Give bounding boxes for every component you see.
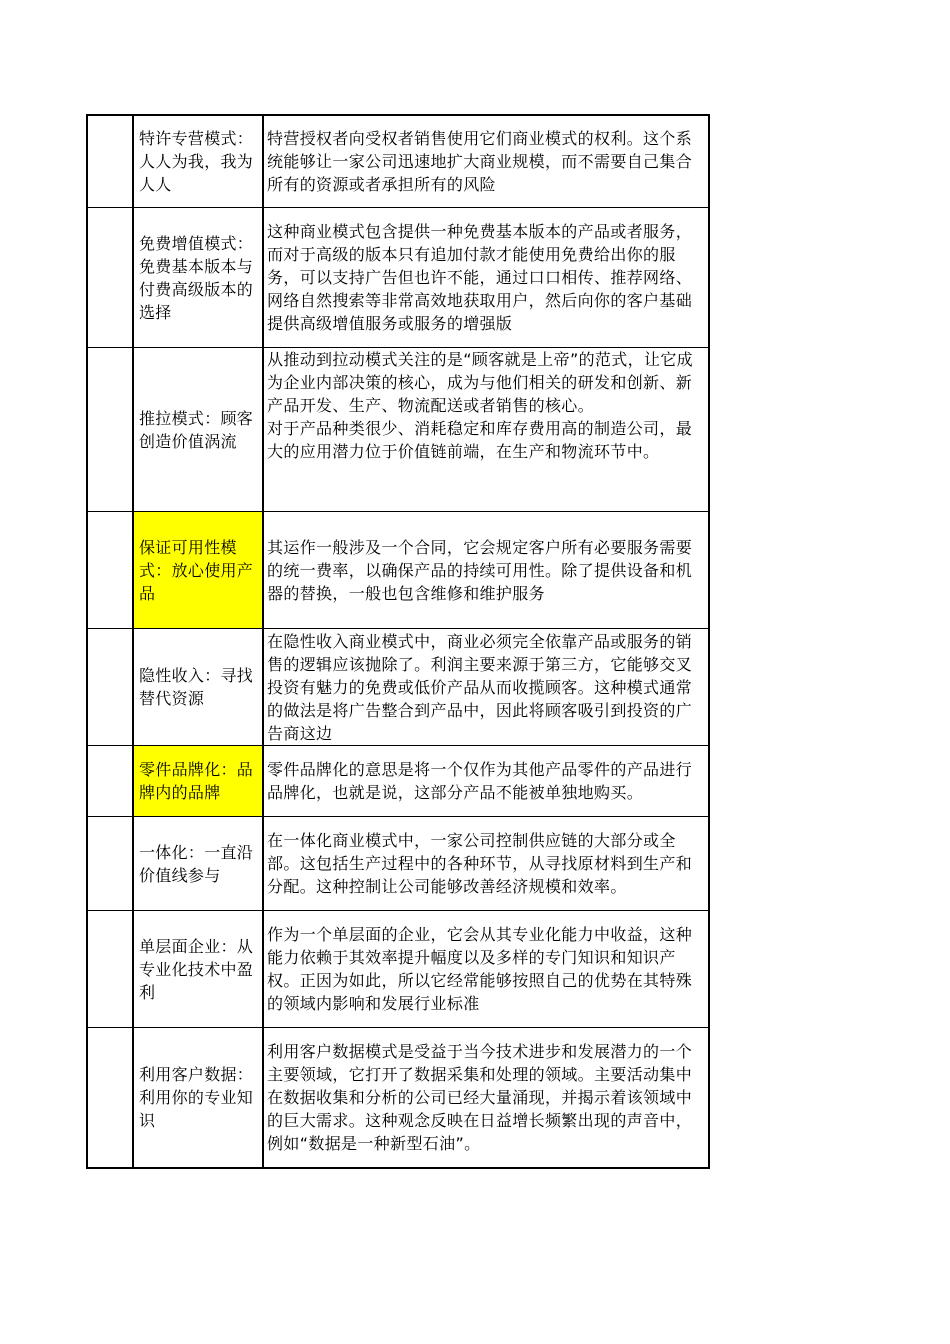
model-description: 特营授权者向受权者销售使用它们商业模式的权利。这个系统能够让一家公司迅速地扩大商业规模，而不需要自己集合所有的资源或者承担所有的风险: [267, 129, 693, 194]
spreadsheet-table: [86, 114, 710, 1169]
table-row: [86, 208, 710, 348]
table-row: [86, 512, 710, 629]
model-description-cell[interactable]: [264, 629, 710, 745]
model-description-cell[interactable]: [264, 208, 710, 347]
row-index-cell[interactable]: [86, 817, 134, 910]
model-description-cell[interactable]: [264, 911, 710, 1027]
model-name: 免费增值模式：免费基本版本与付费高级版本的选择: [139, 233, 254, 322]
model-description-cell[interactable]: [264, 746, 710, 816]
model-name-cell[interactable]: [134, 116, 264, 207]
model-name-cell[interactable]: [134, 348, 264, 511]
model-name-cell[interactable]: [134, 208, 264, 347]
model-name: 保证可用性模式：放心使用产品: [139, 537, 254, 603]
model-name: 特许专营模式：人人为我，我为人人: [139, 129, 254, 194]
model-description: 零件品牌化的意思是将一个仅作为其他产品零件的产品进行品牌化，也就是说，这部分产品不能被单独地购买。: [267, 760, 693, 802]
model-description-extra: 对于产品种类很少、消耗稳定和库存费用高的制造公司，最大的应用潜力位于价值链前端，在生产和物流环节中。: [267, 419, 693, 461]
model-name: 单层面企业：从专业化技术中盈利: [139, 936, 254, 1002]
model-name-cell-highlighted[interactable]: [134, 512, 264, 628]
model-name: 推拉模式：顾客创造价值涡流: [139, 408, 254, 451]
model-name-cell[interactable]: [134, 817, 264, 910]
model-description-cell[interactable]: [264, 512, 710, 628]
row-index-cell[interactable]: [86, 116, 134, 207]
model-description-cell[interactable]: [264, 348, 710, 511]
row-index-cell[interactable]: [86, 911, 134, 1027]
table-row: [86, 1028, 710, 1169]
row-index-cell[interactable]: [86, 208, 134, 347]
table-row: [86, 348, 710, 512]
row-index-cell[interactable]: [86, 348, 134, 511]
model-description: 其运作一般涉及一个合同，它会规定客户所有必要服务需要的统一费率，以确保产品的持续可用性。除了提供设备和机器的替换，一般也包含维修和维护服务: [267, 537, 693, 603]
table-row: [86, 911, 710, 1028]
model-description-cell[interactable]: [264, 116, 710, 207]
table-row: [86, 629, 710, 746]
model-description: 利用客户数据模式是受益于当今技术进步和发展潜力的一个主要领域，它打开了数据采集和处理的领域。主要活动集中在数据收集和分析的公司已经大量涌现，并揭示着该领域中的巨大需求。这种观念反映在日益增长频繁出现的声音中，例如“数据是一种新型石油”。: [267, 1042, 693, 1153]
table-row: [86, 114, 710, 208]
table-row: [86, 817, 710, 911]
model-description: 在一体化商业模式中，一家公司控制供应链的大部分或全部。这包括生产过程中的各种环节，从寻找原材料到生产和分配。这种控制让公司能够改善经济规模和效率。: [267, 831, 693, 896]
model-description-cell[interactable]: [264, 817, 710, 910]
model-name-cell[interactable]: [134, 629, 264, 745]
row-index-cell[interactable]: [86, 1028, 134, 1167]
row-index-cell[interactable]: [86, 512, 134, 628]
row-index-cell[interactable]: [86, 629, 134, 745]
model-name: 一体化：一直沿价值线参与: [139, 842, 254, 885]
model-name-cell-highlighted[interactable]: [134, 746, 264, 816]
model-description-cell[interactable]: [264, 1028, 710, 1167]
model-name: 隐性收入：寻找替代资源: [139, 666, 254, 708]
model-name: 零件品牌化：品牌内的品牌: [139, 760, 254, 802]
model-name-cell[interactable]: [134, 1028, 264, 1167]
model-description: 从推动到拉动模式关注的是“顾客就是上帝”的范式，让它成为企业内部决策的核心，成为与他们相关的研发和创新、新产品开发、生产、物流配送或者销售的核心。: [267, 350, 694, 415]
model-name: 利用客户数据：利用你的专业知识: [139, 1065, 254, 1130]
model-description: 这种商业模式包含提供一种免费基本版本的产品或者服务，而对于高级的版本只有追加付款才能使用免费给出你的服务，可以支持广告但也许不能，通过口口相传、推荐网络、网络自然搜索等非常高效地获取用户，然后向你的客户基础提供高级增值服务或服务的增强版: [267, 222, 693, 333]
model-name-cell[interactable]: [134, 911, 264, 1027]
table-row: [86, 746, 710, 817]
model-description: 在隐性收入商业模式中，商业必须完全依靠产品或服务的销售的逻辑应该抛除了。利润主要来源于第三方，它能够交叉投资有魅力的免费或低价产品从而收揽顾客。这种模式通常的做法是将广告整合到产品中，因此将顾客吸引到投资的广告商这边: [267, 631, 693, 743]
row-index-cell[interactable]: [86, 746, 134, 816]
model-description: 作为一个单层面的企业，它会从其专业化能力中收益，这种能力依赖于其效率提升幅度以及多样的专门知识和知识产权。正因为如此，所以它经常能够按照自己的优势在其特殊的领域内影响和发展行业标准: [267, 925, 693, 1013]
